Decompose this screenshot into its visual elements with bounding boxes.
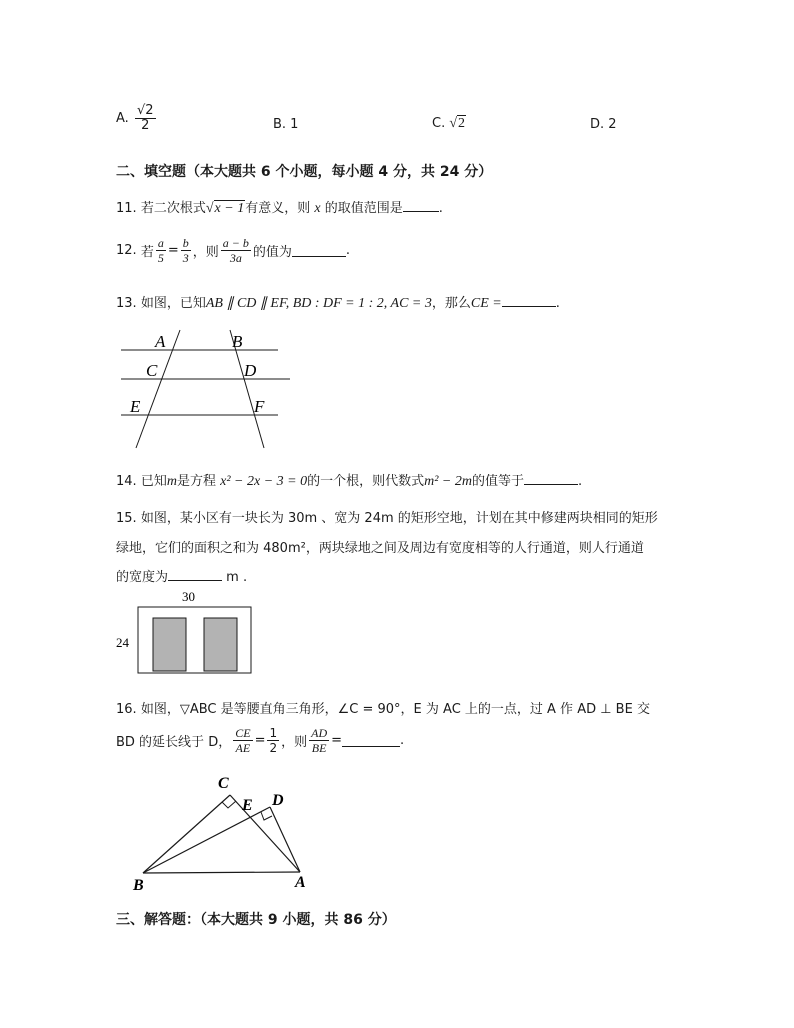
- q16-fraction-1: [233, 726, 252, 755]
- q13-ce: CE =: [470, 296, 502, 311]
- q16-f1-num: CE: [235, 726, 251, 740]
- q16-fraction-2: [267, 726, 279, 755]
- q11-text-b: 有意义，则: [245, 201, 311, 216]
- figure-16: [130, 770, 320, 895]
- q14-m: m: [166, 474, 177, 489]
- q16-eq1: =: [254, 733, 266, 748]
- q16-text-b: ，则: [281, 735, 308, 750]
- question-11: [116, 197, 443, 217]
- question-14: [116, 470, 582, 490]
- label-c: C: [146, 361, 158, 380]
- q11-text-a: 若二次根式: [140, 201, 206, 216]
- q12-f3-den: 3a: [229, 251, 242, 265]
- label-a: A: [295, 874, 306, 891]
- q16-f2-num: 1: [269, 726, 278, 740]
- q14-text-a: 已知: [140, 474, 167, 489]
- question-15-line-3: [116, 566, 247, 585]
- q12-answer-blank[interactable]: [292, 244, 346, 257]
- option-a: [116, 104, 158, 133]
- q12-f3-num: a − b: [222, 236, 249, 250]
- question-12: [116, 236, 350, 265]
- q12-text-a: 若: [140, 245, 154, 260]
- q15-answer-blank[interactable]: [168, 568, 222, 581]
- option-d: D. 2: [590, 117, 617, 132]
- q12-fraction-1: [156, 236, 166, 265]
- q16-eq2: =: [331, 733, 343, 748]
- q16-f2-den: 2: [269, 741, 278, 755]
- option-a-numerator: √2: [136, 103, 154, 118]
- q16-number: 16.: [116, 702, 137, 717]
- q16-fraction-3: [309, 726, 329, 755]
- label-e: E: [242, 797, 253, 814]
- q16-end: .: [400, 733, 405, 748]
- q14-text-c: 的一个根，则代数式: [307, 474, 425, 489]
- option-c-radicand: 2: [458, 116, 466, 131]
- q12-fraction-3: [221, 236, 251, 265]
- q15-number: 15.: [116, 511, 137, 526]
- q13-end: .: [555, 296, 560, 311]
- q12-text-c: 的值为: [252, 245, 292, 260]
- label-a: A: [155, 332, 166, 351]
- q15-line-3-text-a: 的宽度为: [116, 570, 169, 585]
- question-15-line-1: [116, 507, 658, 526]
- option-b: B. 1: [273, 117, 299, 132]
- question-16-line-1: [116, 698, 650, 717]
- option-c-label: C.: [432, 116, 446, 131]
- label-30: 30: [182, 589, 195, 604]
- q11-number: 11.: [116, 201, 137, 216]
- q13-text-a: 如图，已知: [140, 296, 206, 311]
- figure-13: [118, 330, 293, 455]
- option-c: [432, 116, 466, 132]
- right-angle-mark-c: [222, 801, 236, 808]
- q11-radicand: x − 1: [214, 201, 245, 216]
- q12-text-b: ，则: [192, 245, 219, 260]
- q14-answer-blank[interactable]: [524, 472, 578, 485]
- q11-end: .: [438, 201, 443, 216]
- question-13: [116, 292, 560, 312]
- q14-end: .: [578, 474, 583, 489]
- q14-text-d: 的值等于: [471, 474, 524, 489]
- option-a-fraction: [135, 104, 156, 133]
- q16-f3-den: BE: [311, 741, 327, 755]
- q16-line-1-text: 如图，▽ABC 是等腰直角三角形，∠C = 90°，E 为 AC 上的一点，过 A 作 AD ⊥ BE 交: [140, 702, 650, 717]
- figure-15: [116, 588, 256, 683]
- option-a-denominator: 2: [141, 118, 150, 133]
- q16-f3-num: AD: [311, 726, 328, 740]
- q16-line-2-text-a: BD 的延长线于 D，: [116, 735, 232, 750]
- q13-expr: AB ∥ CD ∥ EF, BD : DF = 1 : 2, AC = 3: [205, 296, 432, 311]
- label-24: 24: [116, 635, 129, 650]
- label-e: E: [130, 397, 141, 416]
- option-a-label: A.: [116, 111, 129, 126]
- q12-f1-den: 5: [157, 251, 164, 265]
- label-b: B: [133, 877, 144, 894]
- q14-number: 14.: [116, 474, 137, 489]
- label-f: F: [254, 397, 265, 416]
- segment-bd: [143, 807, 270, 873]
- label-b: B: [232, 332, 243, 351]
- label-c: C: [218, 775, 229, 792]
- q11-sqrt: √x − 1: [205, 201, 245, 216]
- section-2-title: 二、填空题（本大题共 6 个小题，每小题 4 分，共 24 分）: [116, 164, 493, 180]
- q13-number: 13.: [116, 296, 137, 311]
- q12-end: .: [345, 243, 351, 258]
- q12-fraction-2: [181, 236, 191, 265]
- q11-answer-blank[interactable]: [403, 199, 439, 212]
- q12-f1-num: a: [157, 236, 164, 250]
- q11-var: x: [314, 201, 321, 216]
- q11-text-c: 的取值范围是: [324, 201, 403, 216]
- segment-ba: [143, 872, 300, 873]
- right-angle-mark-d: [261, 812, 272, 820]
- green-plot-right: [204, 618, 237, 671]
- label-d: D: [272, 792, 284, 809]
- question-15-line-2: 绿地，它们的面积之和为 480m²，两块绿地之间及周边有宽度相等的人行通道，则人行通道: [116, 541, 644, 556]
- q15-line-3-text-b: m .: [226, 570, 248, 585]
- q14-equation: x² − 2x − 3 = 0: [220, 474, 308, 489]
- green-plot-left: [153, 618, 186, 671]
- section-3-title: 三、解答题：（本大题共 9 小题，共 86 分）: [116, 912, 396, 928]
- q13-answer-blank[interactable]: [502, 294, 556, 307]
- q14-text-b: 是方程: [176, 474, 216, 489]
- label-d: D: [244, 361, 257, 380]
- q12-f2-num: b: [182, 236, 189, 250]
- q16-answer-blank[interactable]: [342, 734, 400, 747]
- q14-expr: m² − 2m: [424, 474, 472, 489]
- question-16-line-2: [116, 726, 404, 755]
- option-c-sqrt: √2: [449, 116, 466, 131]
- q15-line-1-text: 如图，某小区有一块长为 30m 、宽为 24m 的矩形空地，计划在其中修建两块相同的矩形: [140, 511, 658, 526]
- q16-f1-den: AE: [235, 741, 251, 755]
- q12-eq: =: [167, 243, 179, 258]
- q12-f2-den: 3: [182, 251, 189, 265]
- segment-ca: [230, 795, 300, 872]
- q13-text-b: ，那么: [431, 296, 471, 311]
- segment-ad: [270, 807, 300, 872]
- q12-number: 12.: [116, 243, 137, 258]
